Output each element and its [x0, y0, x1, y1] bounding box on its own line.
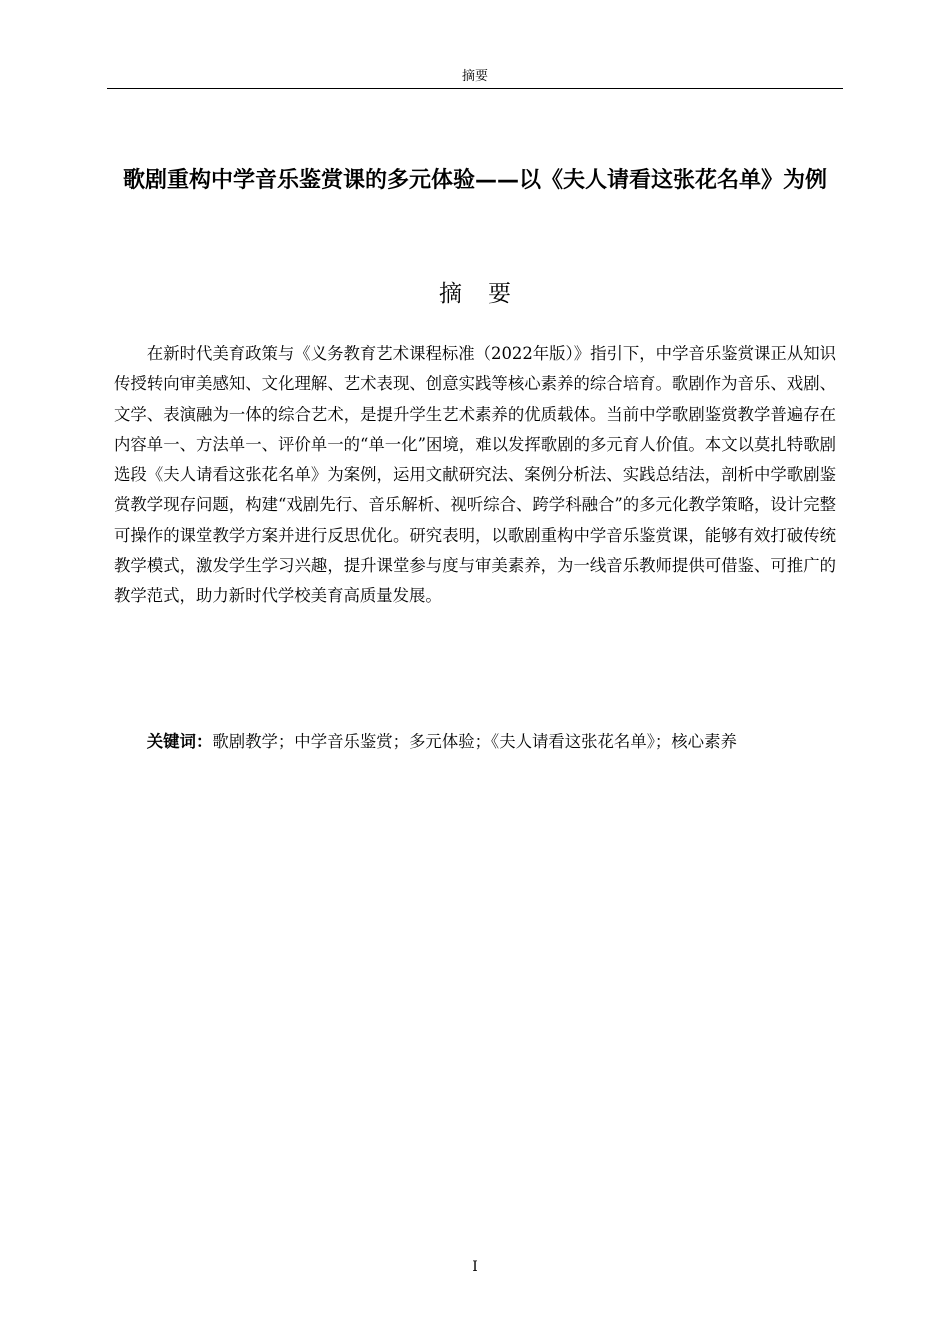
- header-rule: [107, 88, 843, 89]
- running-header: 摘要: [461, 69, 488, 84]
- page-number: I: [472, 1259, 478, 1275]
- abstract-body: 在新时代美育政策与《义务教育艺术课程标准（2022年版）》指引下，中学音乐鉴赏课正从知识传授转向审美感知、文化理解、艺术表现、创意实践等核心素养的综合培育。歌剧作为音乐、戏剧、文学、表演融为一体的综合艺术，是提升学生艺术素养的优质载体。当前中学歌剧鉴赏教学普遍存在内容单一、方法单一、评价单一的“单一化”困境，难以发挥歌剧的多元育人价值。本文以莫扎特歌剧选段《夫人请看这张花名单》为案例，运用文献研究法、案例分析法、实践总结法，剖析中学歌剧鉴赏教学现存问题，构建“戏剧先行、音乐解析、视听综合、跨学科融合”的多元化教学策略，设计完整可操作的课堂教学方案并进行反思优化。研究表明，以歌剧重构中学音乐鉴赏课，能够有效打破传统教学模式，激发学生学习兴趣，提升课堂参与度与审美素养，为一线音乐教师提供可借鉴、可推广的教学范式，助力新时代学校美育高质量发展。: [114, 344, 836, 606]
- keywords-paragraph: [114, 727, 836, 757]
- abstract-heading-char-2: 要: [488, 281, 511, 307]
- keywords-label: 关键词：: [146, 732, 213, 751]
- abstract-heading: [110, 276, 840, 312]
- document-title: 歌剧重构中学音乐鉴赏课的多元体验——以《夫人请看这张花名单》为例: [122, 168, 827, 193]
- keywords-text: 歌剧教学；中学音乐鉴赏；多元体验；《夫人请看这张花名单》；核心素养: [212, 732, 737, 751]
- abstract-heading-char-1: 摘: [439, 281, 462, 307]
